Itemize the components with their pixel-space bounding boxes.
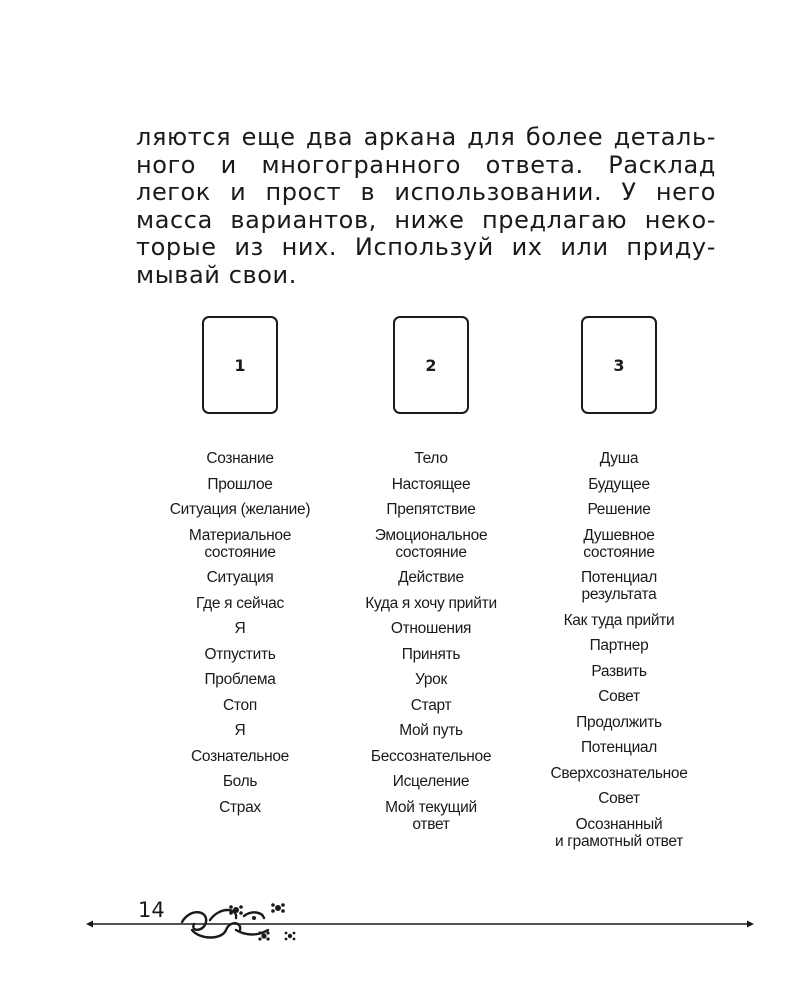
list-item: Я xyxy=(234,722,246,739)
intro-line: масса вариантов, ниже предлагаю неко- xyxy=(136,205,716,234)
list-item: Сверхсознательное xyxy=(550,764,688,782)
list-item: Стоп xyxy=(223,696,257,714)
list-item: Продолжить xyxy=(576,713,662,731)
list-item: Боль xyxy=(222,773,258,790)
list-item: Исцеление xyxy=(392,773,470,790)
list-item: Куда я хочу прийти xyxy=(365,594,497,612)
intro-line: легок и прост в использовании. У него xyxy=(136,178,716,206)
meaning-list-1 xyxy=(170,450,310,824)
list-item: Старт xyxy=(410,696,452,714)
list-item: Мой путь xyxy=(399,722,463,739)
list-item: Тело xyxy=(414,450,448,467)
flower-icon xyxy=(229,903,295,940)
list-item: Потенциал результата xyxy=(580,569,657,603)
list-item: Сознание xyxy=(206,450,274,467)
page-number: 14 xyxy=(138,898,165,922)
list-item: Отношения xyxy=(390,620,472,637)
list-item: Действие xyxy=(398,569,464,586)
meaning-list-3 xyxy=(550,450,687,858)
list-item: Принять xyxy=(401,645,461,663)
list-item: Отпустить xyxy=(204,645,276,663)
list-item: Развить xyxy=(591,662,647,680)
meaning-list-2 xyxy=(365,450,497,841)
intro-line: ляются еще два аркана для более деталь- xyxy=(136,123,716,151)
list-item: Ситуация (желание) xyxy=(169,501,311,518)
list-item: Прошлое xyxy=(207,475,273,493)
list-item: Партнер xyxy=(589,637,649,654)
list-item: Бессознательное xyxy=(370,747,492,765)
list-item: Где я сейчас xyxy=(196,594,284,612)
list-item: Мой текущий ответ xyxy=(385,798,477,833)
spread-column-3 xyxy=(499,316,739,858)
list-item: Совет xyxy=(598,688,640,705)
list-item: Препятствие xyxy=(386,501,476,518)
list-item: Проблема xyxy=(204,671,276,688)
list-item: Сознательное xyxy=(191,747,289,765)
card-position-2: 2 xyxy=(393,316,469,414)
divider-right-tip xyxy=(747,921,754,928)
list-item: Ситуация xyxy=(206,569,274,586)
list-item: Решение xyxy=(587,501,651,518)
list-item: Осознанный и грамотный ответ xyxy=(554,815,684,850)
intro-line: ного и многогранного ответа. Расклад xyxy=(136,150,716,179)
intro-line: торые из них. Используй их или приду- xyxy=(136,233,716,261)
list-item: Душевное состояние xyxy=(583,526,655,561)
list-item: Материальное состояние xyxy=(188,526,292,561)
ornament-divider xyxy=(86,900,754,944)
divider-left-tip xyxy=(86,921,93,928)
list-item: Как туда прийти xyxy=(563,611,675,629)
list-item: Я xyxy=(234,620,246,637)
list-item: Эмоциональное состояние xyxy=(374,526,488,561)
list-item: Потенциал xyxy=(580,739,657,756)
intro-paragraph xyxy=(136,124,716,289)
list-item: Душа xyxy=(599,450,639,467)
list-item: Страх xyxy=(219,798,261,816)
card-position-1: 1 xyxy=(202,316,278,414)
list-item: Будущее xyxy=(588,475,650,493)
intro-line: мывай свои. xyxy=(136,260,297,289)
card-position-3: 3 xyxy=(581,316,657,414)
list-item: Совет xyxy=(598,790,640,807)
list-item: Настоящее xyxy=(391,475,471,493)
list-item: Урок xyxy=(415,671,447,688)
